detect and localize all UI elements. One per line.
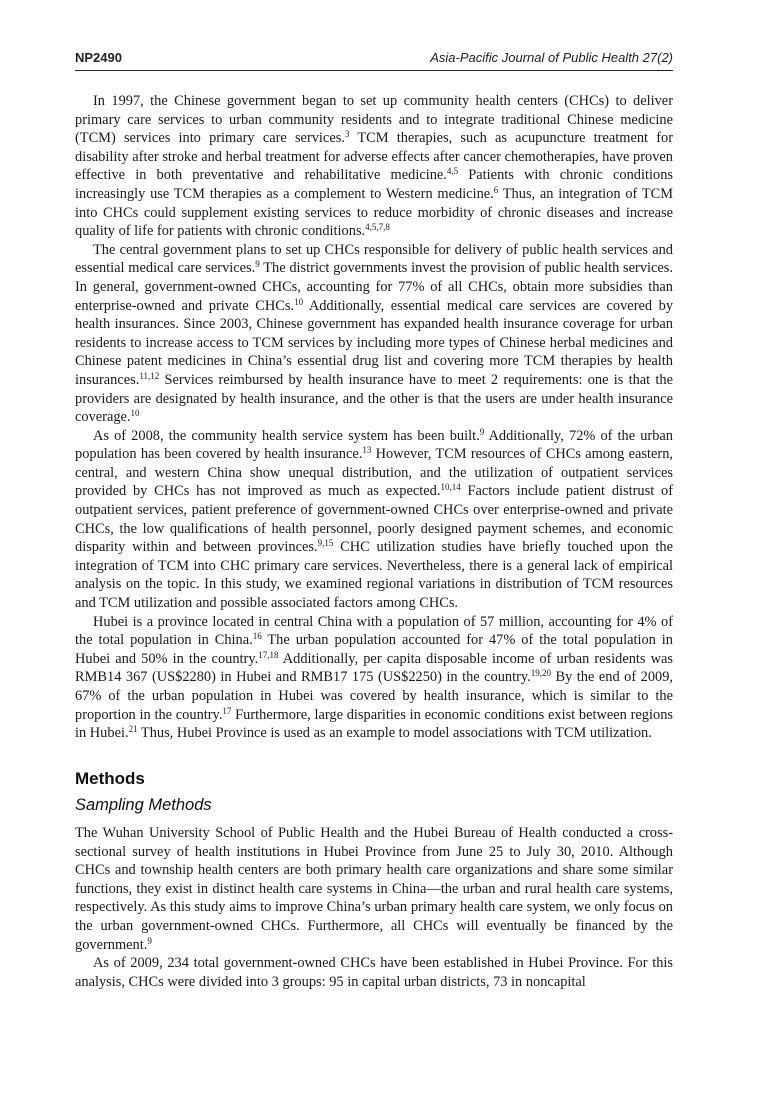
citation: 10,14 [440,482,461,493]
intro-paragraph-1: In 1997, the Chinese government began to set up community health centers (CHCs) to deliver primary care services to urban community residents and to integrate traditional Chinese medicine (TCM) services into primary care services.$^3$ TCM therapies, such as acupuncture treatment for disability after stroke and herbal treatment for adverse effects after cancer chemotherapies, have proven effective in both preventative and rehabilitative medicine.$^{4,5}$ Patients with chronic conditions increasingly use TCM therapies as a complement to Western medicine.$^6$ Thus, an integration of TCM into CHCs could supplement existing services to reduce morbidity of chronic diseases and increase quality of life for patients with chronic conditions.$^{4,5,7,8}$ [75,93,674,240]
intro-paragraph-4: Hubei is a province located in central China with a population of 57 million, accounting for 4% of the total population in China.$^{16}$ The urban population accounted for 47% of the total population in Hubei and 50% in the country.$^{17,18}$ Additionally, per capita disposable income of urban residents was RMB14 367 (US$2280) in Hubei and RMB17 175 (US$2250) in the country.$^{19,20}$ By the end of 2009, 67% of the urban population in Hubei was covered by health insurance, which is similar to the proportion in the country.$^{17}$ Furthermore, large disparities in economic conditions exist between regions in Hubei.$^{21}$ Thus, Hubei Province is used as an example to model associations with TCM utilization. [75,613,673,742]
citation: 9 [147,935,152,946]
citation: 4,5,7,8 [365,222,390,233]
running-head [75,48,673,71]
citation: 4,5 [446,166,459,177]
citation: 19,20 [530,668,552,679]
article-body [75,92,673,991]
citation: 10 [294,296,304,307]
citation: 16 [252,631,262,642]
page-number: NP2490 [75,50,122,65]
methods-paragraph-2: As of 2009, 234 total government-owned CHCs have been established in Hubei Province. For this analysis, CHCs were divided into 3 groups: 95 in capital urban districts, 73 in noncapital [75,955,673,990]
subsection-heading-sampling: Sampling Methods [75,796,212,815]
citation: 9 [255,259,260,270]
citation: 13 [362,445,372,456]
intro-paragraph-3: As of 2008, the community health service system has been built.$^9$ Additionally, 72% of the urban population has been covered by health insurance.$^{13}$ However, TCM resources of CHCs among eastern, central, and western China show unequal distribution, and the utilization of outpatient services provided by CHCs has not improved as much as expected.$^{10,14}$ Factors include patient distrust of outpatient services, patient preference of government-owned CHCs over enterprise-owned and private CHCs, the low qualifications of health personnel, poorly designed payment schemes, and economic disparity within and between provinces.$^{9,15}$ CHC utilization studies have briefly touched upon the integration of TCM into CHC primary care services. Nevertheless, there is a general lack of empirical analysis on the topic. In this study, we examined regional variations in distribution of TCM resources and TCM utilization and possible associated factors among CHCs. [75,426,674,612]
citation: 6 [493,184,499,195]
citation: 3 [344,129,350,140]
citation: 9,15 [317,538,334,549]
citation: 17 [222,705,232,716]
citation: 9 [479,426,485,437]
citation: 10 [130,408,140,419]
methods-paragraph-1: The Wuhan University School of Public Health and the Hubei Bureau of Health conducted a cross-sectional survey of health institutions in Hubei Province from June 25 to July 30, 2010. Although CHCs and township health centers are both primary health care organizations and share some similar functions, they exist in distinct health care systems in China—the urban and rural health care systems, respectively. As this study aims to improve China’s urban primary health care system, we only focus on the urban government-owned CHCs. Furthermore, all CHCs will eventually be financed by the government.$^9$ [75,824,673,953]
citation: 11,12 [139,370,160,381]
intro-paragraph-2: The central government plans to set up CHCs responsible for delivery of public health services and essential medical care services.$^9$ The district governments invest the provision of public health services. In general, government-owned CHCs, accounting for 77% of all CHCs, obtain more subsidies than enterprise-owned and private CHCs.$^{10}$ Additionally, essential medical care services are covered by health insurances. Since 2003, Chinese government has expanded health insurance coverage for urban residents to increase access to TCM services by including more types of Chinese herbal medicines and Chinese patent medicines in China’s essential drug list and covering more TCM therapies by health insurances.$^{11,12}$ Services reimbursed by health insurance have to meet 2 requirements: one is that the providers are designated by health insurance, and the other is that the users are under health insurance coverage.$^{10}$ [75,241,674,426]
section-heading-methods: Methods [75,768,145,788]
citation: 17,18 [258,649,279,660]
journal-title: Asia-Pacific Journal of Public Health 27(2) [430,50,673,65]
citation: 21 [128,724,138,735]
